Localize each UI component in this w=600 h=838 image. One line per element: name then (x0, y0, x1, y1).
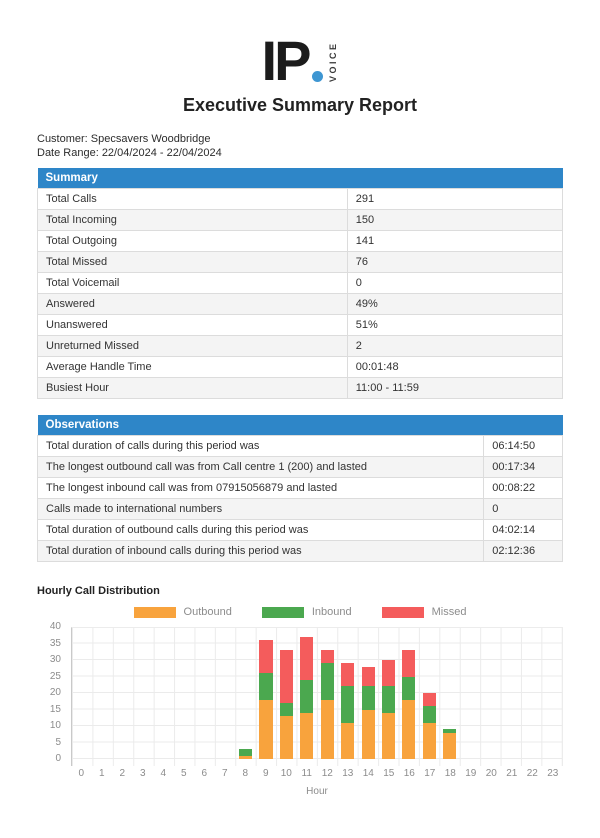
legend-swatch-missed (382, 607, 424, 618)
bar-segment-inbound-hour-15 (382, 686, 395, 712)
row-value: 49% (347, 294, 562, 315)
y-tick-label: 35 (49, 637, 61, 649)
date-range-line: Date Range: 22/04/2024 - 22/04/2024 (37, 147, 222, 159)
x-tick-label: 14 (362, 768, 374, 779)
stacked-bar (341, 663, 354, 759)
stacked-bar (402, 650, 415, 759)
summary-row (38, 357, 563, 378)
x-tick-label: 7 (221, 768, 228, 779)
row-label: Total duration of calls during this period was (38, 436, 484, 457)
x-tick-label: 8 (242, 768, 249, 779)
observation-row (38, 478, 563, 499)
chart-plot-area (71, 627, 563, 759)
bar-group-hour-9 (256, 628, 276, 759)
observations-table (37, 415, 563, 562)
bar-segment-inbound-hour-12 (321, 663, 334, 699)
bar-segment-inbound-hour-16 (402, 677, 415, 700)
bar-group-hour-7 (215, 628, 235, 759)
observation-row (38, 436, 563, 457)
x-tick-label: 16 (403, 768, 415, 779)
report-page (0, 26, 600, 838)
bar-segment-missed-hour-14 (362, 667, 375, 687)
legend-label: Missed (431, 606, 467, 618)
summary-row (38, 210, 563, 231)
bar-group-hour-8 (235, 628, 255, 759)
row-value: 141 (347, 231, 562, 252)
report-meta (37, 132, 563, 160)
row-value: 11:00 - 11:59 (347, 378, 562, 399)
customer-line: Customer: Specsavers Woodbridge (37, 133, 211, 145)
bar-group-hour-19 (460, 628, 480, 759)
row-label: Answered (38, 294, 348, 315)
x-tick-label: 21 (506, 768, 518, 779)
bar-group-hour-1 (92, 628, 112, 759)
bar-segment-outbound-hour-14 (362, 710, 375, 760)
y-tick-label: 25 (49, 670, 61, 682)
x-axis-tick-strip (71, 759, 563, 766)
summary-row (38, 273, 563, 294)
bar-group-hour-18 (440, 628, 460, 759)
chart-section (37, 585, 563, 797)
summary-header: Summary (38, 168, 563, 189)
bar-segment-outbound-hour-13 (341, 723, 354, 759)
x-axis-labels (71, 768, 563, 779)
bar-segment-missed-hour-12 (321, 650, 334, 663)
summary-row (38, 378, 563, 399)
y-tick-label: 10 (49, 720, 61, 731)
bar-group-hour-5 (174, 628, 194, 759)
row-value: 00:17:34 (484, 457, 563, 478)
row-value: 51% (347, 315, 562, 336)
stacked-bar (239, 749, 252, 759)
row-value: 291 (347, 189, 562, 210)
stacked-bar (259, 640, 272, 759)
bar-segment-outbound-hour-11 (300, 713, 313, 759)
bar-group-hour-22 (521, 628, 541, 759)
x-tick-label: 0 (78, 768, 85, 779)
observations-header: Observations (38, 415, 563, 436)
y-tick-label: 20 (49, 687, 61, 698)
logo-dot-icon (312, 71, 323, 82)
row-value: 76 (347, 252, 562, 273)
row-label: Total duration of outbound calls during this period was (38, 520, 484, 541)
bar-segment-inbound-hour-9 (259, 673, 272, 699)
x-tick-label: 20 (485, 768, 497, 779)
bar-segment-outbound-hour-17 (423, 723, 436, 759)
bar-segment-missed-hour-17 (423, 693, 436, 706)
stacked-bar (280, 650, 293, 759)
y-tick-label: 30 (49, 654, 61, 665)
row-value: 06:14:50 (484, 436, 563, 457)
row-value: 00:08:22 (484, 478, 563, 499)
bar-segment-outbound-hour-15 (382, 713, 395, 759)
row-value: 150 (347, 210, 562, 231)
bar-segment-outbound-hour-10 (280, 716, 293, 759)
bar-segment-missed-hour-15 (382, 660, 395, 686)
bar-segment-outbound-hour-16 (402, 700, 415, 759)
x-tick-label: 12 (321, 768, 333, 779)
row-value: 0 (347, 273, 562, 294)
logo-text: IP (261, 29, 309, 93)
legend-item-inbound (262, 606, 352, 618)
stacked-bar (382, 660, 395, 759)
y-tick-label: 5 (55, 736, 61, 748)
x-tick-label: 22 (526, 768, 538, 779)
x-axis-title: Hour (306, 786, 328, 797)
x-tick-label: 15 (383, 768, 395, 779)
bar-group-hour-13 (337, 628, 357, 759)
bar-group-hour-0 (72, 628, 92, 759)
x-tick-label: 19 (465, 768, 477, 779)
stacked-bar (443, 729, 456, 759)
row-label: The longest inbound call was from 07915056879 and lasted (38, 478, 484, 499)
bar-group-hour-2 (113, 628, 133, 759)
bar-segment-inbound-hour-13 (341, 686, 354, 722)
ipvoice-logo (37, 26, 563, 93)
bar-group-hour-21 (501, 628, 521, 759)
bar-segment-inbound-hour-17 (423, 706, 436, 723)
row-label: Total Voicemail (38, 273, 348, 294)
bar-group-hour-6 (195, 628, 215, 759)
observation-row (38, 520, 563, 541)
bar-segment-inbound-hour-8 (239, 749, 252, 756)
row-label: Unreturned Missed (38, 336, 348, 357)
row-label: Total Calls (38, 189, 348, 210)
x-tick-label: 1 (98, 768, 105, 779)
bar-group-hour-15 (378, 628, 398, 759)
x-tick-label: 3 (139, 768, 146, 779)
bar-group-hour-23 (542, 628, 562, 759)
chart-title: Hourly Call Distribution (37, 585, 160, 597)
bar-group-hour-4 (154, 628, 174, 759)
bar-segment-outbound-hour-8 (239, 756, 252, 759)
row-value: 00:01:48 (347, 357, 562, 378)
bar-group-hour-11 (297, 628, 317, 759)
row-label: Total Outgoing (38, 231, 348, 252)
stacked-bar (362, 667, 375, 759)
summary-row (38, 336, 563, 357)
bar-segment-inbound-hour-10 (280, 703, 293, 716)
hourly-call-distribution-chart (37, 621, 563, 797)
row-label: Unanswered (38, 315, 348, 336)
row-label: The longest outbound call was from Call centre 1 (200) and lasted (38, 457, 484, 478)
legend-label: Inbound (311, 606, 352, 618)
summary-row (38, 252, 563, 273)
chart-legend (37, 606, 563, 618)
legend-label: Outbound (183, 606, 232, 618)
y-tick-label: 15 (49, 703, 61, 715)
x-tick-label: 5 (180, 768, 187, 779)
stacked-bar (321, 650, 334, 759)
bar-segment-missed-hour-10 (280, 650, 293, 703)
bar-group-hour-16 (399, 628, 419, 759)
bar-segment-missed-hour-11 (300, 637, 313, 680)
observation-row (38, 541, 563, 562)
stacked-bar (423, 693, 436, 759)
bar-segment-outbound-hour-12 (321, 700, 334, 759)
bar-segment-outbound-hour-9 (259, 700, 272, 759)
x-tick-label: 11 (301, 768, 312, 779)
x-tick-label: 18 (444, 768, 456, 779)
row-label: Busiest Hour (38, 378, 348, 399)
observation-row (38, 457, 563, 478)
x-tick-label: 13 (342, 768, 354, 779)
bar-segment-outbound-hour-18 (443, 733, 456, 759)
summary-row (38, 315, 563, 336)
legend-item-missed (382, 606, 467, 618)
row-value: 04:02:14 (484, 520, 563, 541)
logo-vertical-text: VOICE (328, 41, 339, 82)
bar-group-hour-3 (133, 628, 153, 759)
row-label: Total duration of inbound calls during this period was (38, 541, 484, 562)
bar-group-hour-10 (276, 628, 296, 759)
bar-segment-inbound-hour-14 (362, 686, 375, 709)
bar-group-hour-12 (317, 628, 337, 759)
row-label: Total Incoming (38, 210, 348, 231)
legend-swatch-outbound (134, 607, 176, 618)
row-value: 2 (347, 336, 562, 357)
legend-swatch-inbound (262, 607, 304, 618)
bar-segment-missed-hour-16 (402, 650, 415, 676)
legend-item-outbound (134, 606, 232, 618)
bar-segment-missed-hour-13 (341, 663, 354, 686)
bar-group-hour-14 (358, 628, 378, 759)
y-tick-label: 40 (49, 621, 61, 632)
y-axis-labels (37, 621, 65, 764)
bar-group-hour-17 (419, 628, 439, 759)
summary-table (37, 168, 563, 399)
row-label: Total Missed (38, 252, 348, 273)
row-value: 02:12:36 (484, 541, 563, 562)
bar-group-hour-20 (480, 628, 500, 759)
summary-row (38, 231, 563, 252)
x-tick-label: 23 (547, 768, 559, 779)
x-tick-label: 10 (280, 768, 292, 779)
x-tick-label: 2 (119, 768, 126, 779)
observation-row (38, 499, 563, 520)
row-label: Average Handle Time (38, 357, 348, 378)
bar-segment-missed-hour-9 (259, 640, 272, 673)
x-tick-label: 9 (262, 768, 269, 779)
y-tick-label: 0 (55, 753, 61, 764)
bar-segment-inbound-hour-11 (300, 680, 313, 713)
x-tick-label: 6 (201, 768, 208, 779)
x-tick-label: 17 (424, 768, 436, 779)
summary-row (38, 189, 563, 210)
summary-row (38, 294, 563, 315)
x-tick-label: 4 (160, 768, 167, 779)
page-title: Executive Summary Report (182, 95, 418, 115)
stacked-bar (300, 637, 313, 759)
row-value: 0 (484, 499, 563, 520)
row-label: Calls made to international numbers (38, 499, 484, 520)
